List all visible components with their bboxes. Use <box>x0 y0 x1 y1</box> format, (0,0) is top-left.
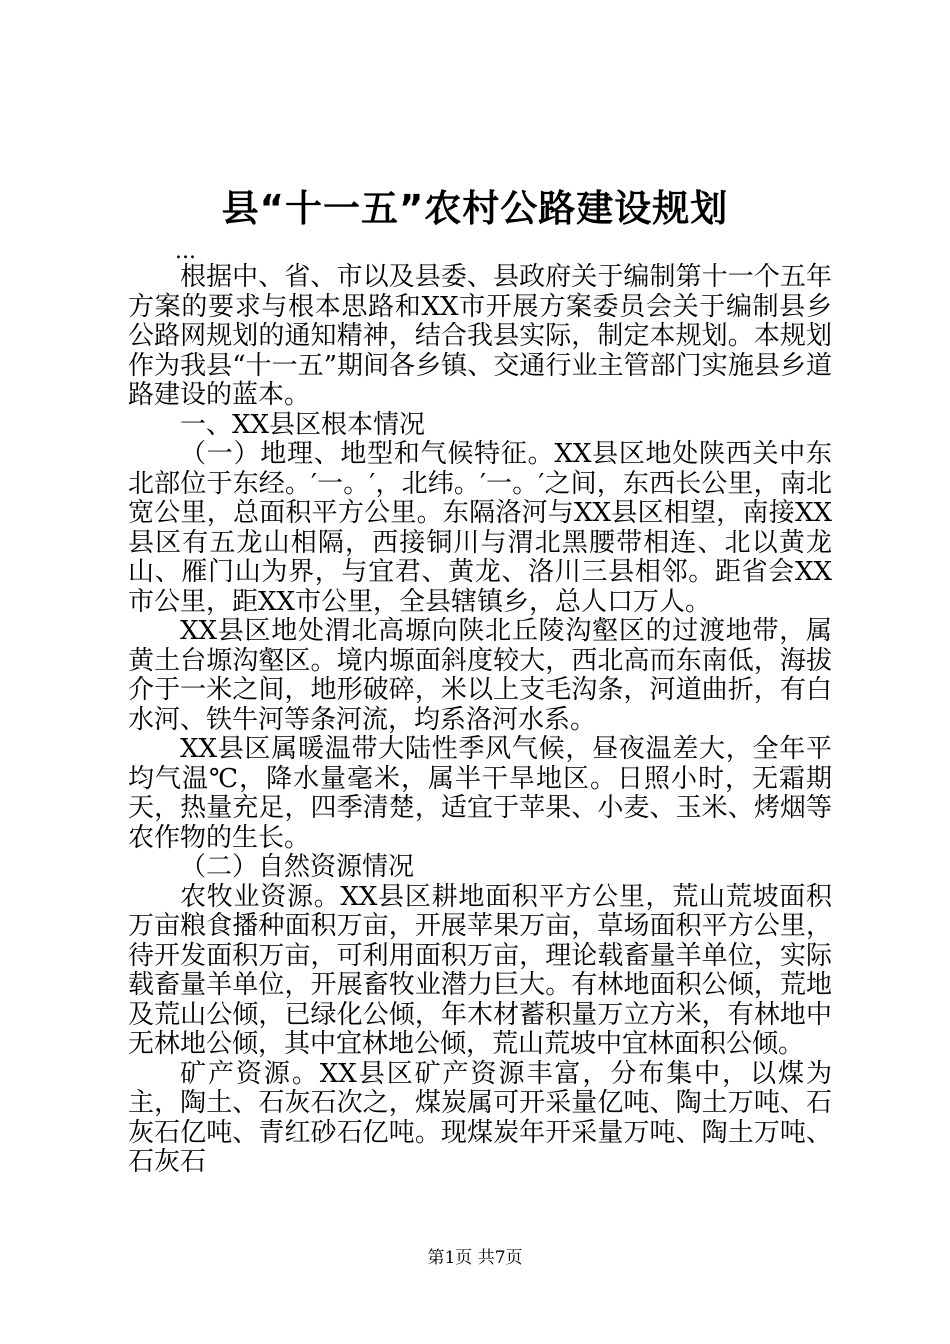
document-body <box>128 263 832 1178</box>
minerals-paragraph: 矿产资源。XX县区矿产资源丰富，分布集中，以煤为主，陶土、石灰石次之，煤炭属可开采量亿吨、陶土万吨、石灰石亿吨、青红砂石亿吨。现煤炭年开采量万吨、陶土万吨、石灰石 <box>128 1058 832 1177</box>
climate-paragraph: XX县区属暖温带大陆性季风气候，昼夜温差大，全年平均气温℃，降水量毫米，属半干旱地区。日照小时，无霜期天，热量充足，四季清楚，适宜于苹果、小麦、玉米、烤烟等农作物的生长。 <box>128 734 832 853</box>
document-title: 县“十一五”农村公路建设规划 <box>221 187 729 230</box>
ellipsis-mark: ... <box>175 239 196 264</box>
geography-paragraph: （一）地理、地型和气候特征。XX县区地处陕西关中东北部位于东经。′一。′，北纬。′一。′之间，东西长公里，南北宽公里，总面积平方公里。东隔洛河与XX县区相望，南接XX县区有五龙山相隔，西接铜川与渭北黑腰带相连、北以黄龙山、雁门山为界，与宜君、黄龙、洛川三县相邻。距省会XX市公里，距XX市公里，全县辖镇乡，总人口万人。 <box>128 439 832 617</box>
agriculture-paragraph: 农牧业资源。XX县区耕地面积平方公里，荒山荒坡面积万亩粮食播种面积万亩，开展苹果万亩，草场面积平方公里，待开发面积万亩，可利用面积万亩，理论载畜量羊单位，实际载畜量羊单位，开展畜牧业潜力巨大。有林地面积公倾，荒地及荒山公倾，已绿化公倾，年木材蓄积量万立方米，有林地中无林地公倾，其中宜林地公倾，荒山荒坡中宜林面积公倾。 <box>128 881 832 1059</box>
subsection-heading-natural-resources: （二）自然资源情况 <box>180 852 415 882</box>
page-number-footer: 第1页 共7页 <box>427 1248 523 1268</box>
intro-paragraph: 根据中、省、市以及县委、县政府关于编制第十一个五年方案的要求与根本思路和XX市开展方案委员会关于编制县乡公路网规划的通知精神，结合我县实际，制定本规划。本规划作为我县“十一五”期间各乡镇、交通行业主管部门实施县乡道路建设的蓝本。 <box>128 262 832 410</box>
terrain-paragraph: XX县区地处渭北高塬向陕北丘陵沟壑区的过渡地带，属黄土台塬沟壑区。境内塬面斜度较大，西北高而东南低，海拔介于一米之间，地形破碎，米以上支毛沟条，河道曲折，有白水河、铁牛河等条河流，均系洛河水系。 <box>128 616 832 735</box>
section-heading-1: 一、XX县区根本情况 <box>180 409 426 440</box>
